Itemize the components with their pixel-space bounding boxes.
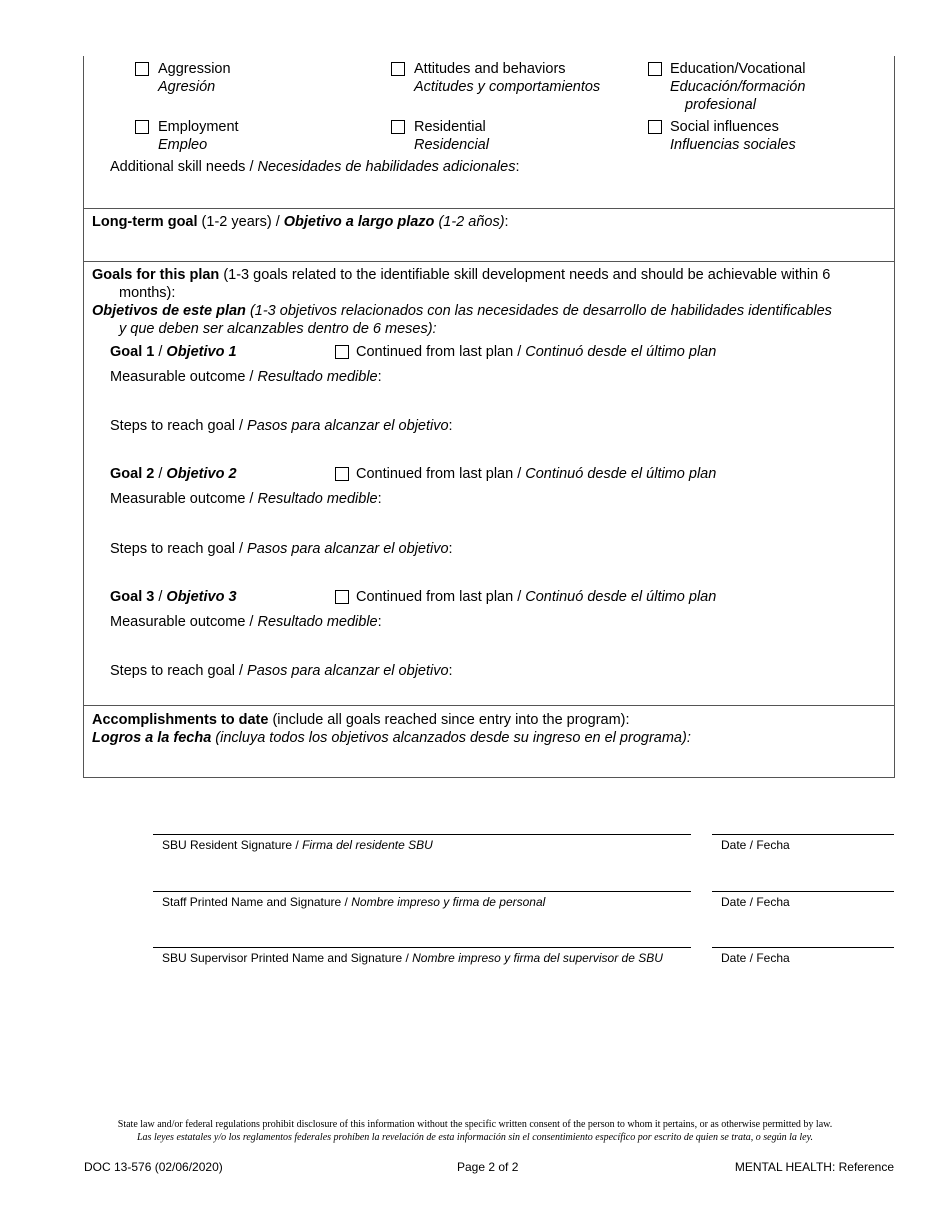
confidentiality-notice-es: Las leyes estatales y/o los reglamentos federales prohíben la revelación de esta información sin el consentimiento específico por escrito de quien se trata, o según la ley.	[137, 1132, 813, 1143]
skill-label-en: Attitudes and behaviors	[414, 61, 566, 77]
skill-label-es: Empleo	[158, 137, 208, 153]
skill-label-en: Aggression	[158, 61, 231, 77]
doc-id: DOC 13-576 (02/06/2020)	[84, 1160, 223, 1174]
date-line[interactable]	[712, 891, 894, 892]
checkbox[interactable]	[391, 62, 405, 76]
goal-3-heading: Goal 3 / Objetivo 3	[110, 589, 237, 605]
skill-label-en: Employment	[158, 119, 239, 135]
divider	[83, 261, 895, 262]
checkbox[interactable]	[135, 62, 149, 76]
confidentiality-notice-en: State law and/or federal regulations prohibit disclosure of this information without the specific written consent of the person to whom it pertains, or as otherwise permitted by law.	[117, 1119, 833, 1130]
checkbox[interactable]	[335, 590, 349, 604]
skill-label-es: Influencias sociales	[670, 137, 796, 153]
additional-skill-needs-label: Additional skill needs / Necesidades de habilidades adicionales:	[110, 159, 520, 175]
skill-label-es-cont: profesional	[685, 97, 756, 113]
continued-label: Continued from last plan / Continuó desde el último plan	[356, 589, 717, 605]
continued-label: Continued from last plan / Continuó desde el último plan	[356, 344, 717, 360]
signature-caption: SBU Supervisor Printed Name and Signature / Nombre impreso y firma del supervisor de SBU	[162, 951, 663, 965]
skill-label-es: Educación/formación	[670, 79, 806, 95]
date-line[interactable]	[712, 947, 894, 948]
page-number: Page 2 of 2	[457, 1160, 519, 1174]
signature-line[interactable]	[153, 834, 691, 835]
date-caption: Date / Fecha	[721, 895, 790, 909]
goals-section-desc-es-cont: y que deben ser alcanzables dentro de 6 meses):	[119, 321, 437, 337]
date-caption: Date / Fecha	[721, 838, 790, 852]
checkbox[interactable]	[391, 120, 405, 134]
signature-caption: Staff Printed Name and Signature / Nombre impreso y firma de personal	[162, 895, 546, 909]
date-caption: Date / Fecha	[721, 951, 790, 965]
skill-label-en: Social influences	[670, 119, 779, 135]
signature-line[interactable]	[153, 891, 691, 892]
goal-2-steps-label: Steps to reach goal / Pasos para alcanzar el objetivo:	[110, 541, 453, 557]
skill-label-es: Agresión	[158, 79, 216, 95]
form-left-border	[83, 56, 84, 778]
long-term-goal-label: Long-term goal (1-2 years) / Objetivo a largo plazo (1-2 años):	[92, 214, 509, 230]
checkbox[interactable]	[648, 120, 662, 134]
checkbox[interactable]	[648, 62, 662, 76]
skill-label-en: Education/Vocational	[670, 61, 806, 77]
goal-3-steps-label: Steps to reach goal / Pasos para alcanzar el objetivo:	[110, 663, 453, 679]
checkbox[interactable]	[335, 467, 349, 481]
skill-label-es: Actitudes y comportamientos	[414, 79, 601, 95]
accomplishments-label-es: Logros a la fecha (incluya todos los objetivos alcanzados desde su ingreso en el programa):	[92, 730, 691, 746]
goal-2-heading: Goal 2 / Objetivo 2	[110, 466, 237, 482]
goals-section-title-en: Goals for this plan (1-3 goals related to the identifiable skill development needs and should be achievable within 6	[92, 267, 831, 283]
goals-section-desc-en-cont: months):	[119, 285, 176, 301]
date-line[interactable]	[712, 834, 894, 835]
continued-label: Continued from last plan / Continuó desde el último plan	[356, 466, 717, 482]
goal-3-measurable-label: Measurable outcome / Resultado medible:	[110, 614, 382, 630]
signature-caption: SBU Resident Signature / Firma del residente SBU	[162, 838, 433, 852]
checkbox[interactable]	[135, 120, 149, 134]
divider	[83, 777, 895, 778]
goal-2-measurable-label: Measurable outcome / Resultado medible:	[110, 491, 382, 507]
goal-1-steps-label: Steps to reach goal / Pasos para alcanzar el objetivo:	[110, 418, 453, 434]
divider	[83, 208, 895, 209]
signature-line[interactable]	[153, 947, 691, 948]
divider	[83, 705, 895, 706]
checkbox[interactable]	[335, 345, 349, 359]
skill-label-en: Residential	[414, 119, 486, 135]
form-right-border	[894, 56, 895, 778]
accomplishments-label-en: Accomplishments to date (include all goals reached since entry into the program):	[92, 712, 630, 728]
goals-section-title-es: Objetivos de este plan (1-3 objetivos relacionados con las necesidades de desarrollo de habilidades identificables	[92, 303, 832, 319]
goal-1-measurable-label: Measurable outcome / Resultado medible:	[110, 369, 382, 385]
skill-label-es: Residencial	[414, 137, 489, 153]
goal-1-heading: Goal 1 / Objetivo 1	[110, 344, 237, 360]
doc-category: MENTAL HEALTH: Reference	[734, 1160, 894, 1174]
